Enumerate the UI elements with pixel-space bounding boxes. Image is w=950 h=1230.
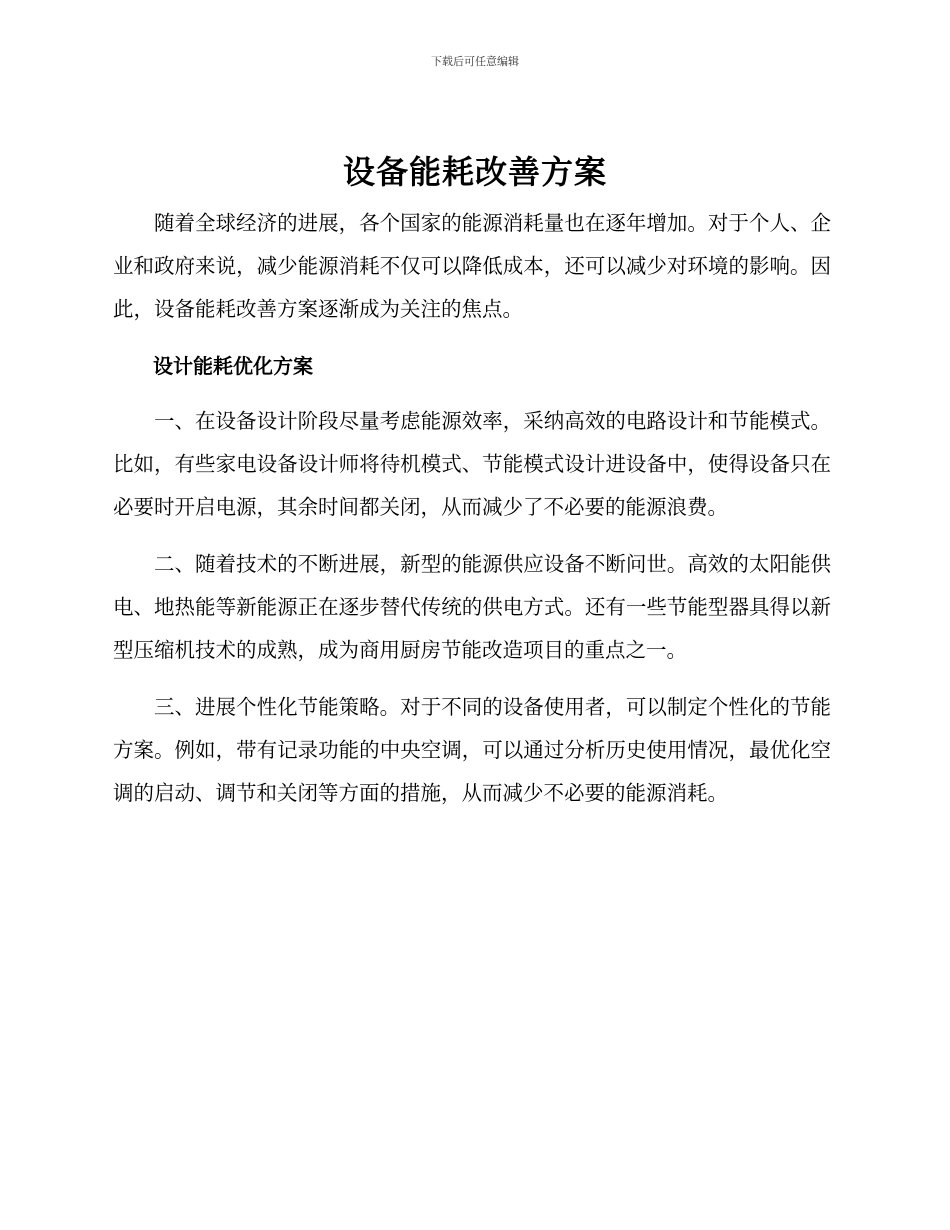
document-title: 设备能耗改善方案 (342, 153, 607, 191)
paragraph-1: 一、在设备设计阶段尽量考虑能源效率，采纳高效的电路设计和节能模式。比如，有些家电设备设计师将待机模式、节能模式设计进设备中，使得设备只在必要时开启电源，其余时间都关闭，从而减少了不必要的能源浪费。 (113, 409, 831, 519)
page-header-note: 下载后可任意编辑 (431, 55, 519, 68)
paragraph-2: 二、随着技术的不断进展，新型的能源供应设备不断问世。高效的太阳能供电、地热能等新能源正在逐步替代传统的供电方式。还有一些节能型器具得以新型压缩机技术的成熟，成为商用厨房节能改造项目的重点之一。 (113, 552, 831, 662)
document-body (113, 202, 831, 815)
paragraph-3: 三、进展个性化节能策略。对于不同的设备使用者，可以制定个性化的节能方案。例如，带有记录功能的中央空调，可以通过分析历史使用情况，最优化空调的启动、调节和关闭等方面的措施，从而减少不必要的能源消耗。 (113, 695, 831, 805)
intro-paragraph: 随着全球经济的进展，各个国家的能源消耗量也在逐年增加。对于个人、企业和政府来说，减少能源消耗不仅可以降低成本，还可以减少对环境的影响。因此，设备能耗改善方案逐渐成为关注的焦点。 (113, 211, 831, 321)
section-heading: 设计能耗优化方案 (153, 354, 313, 378)
